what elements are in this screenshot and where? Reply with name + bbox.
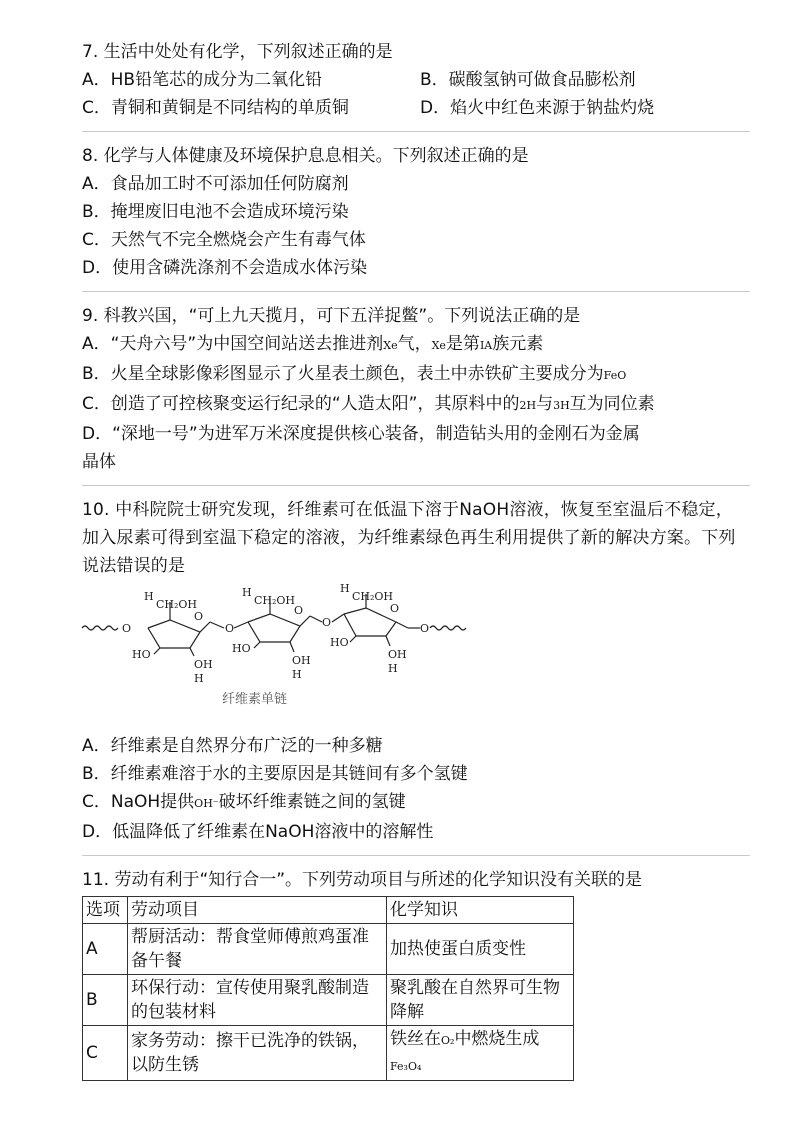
table-cell-option: A	[83, 924, 128, 975]
label-hbot-2: H	[292, 668, 302, 681]
q9-option-c[interactable]	[82, 390, 752, 420]
cellulose-structure-figure	[82, 582, 752, 720]
label-h-1: H	[144, 590, 154, 603]
q7-stem: 7. 生活中处处有化学，下列叙述正确的是	[82, 42, 393, 62]
label-ho-2: HO	[232, 642, 251, 655]
label-o-link-1: O	[225, 622, 235, 635]
formula-o2: O₂	[441, 1034, 455, 1047]
divider	[82, 291, 750, 292]
label-ring-o-3: O	[390, 602, 400, 615]
table-cell-knowledge	[387, 1026, 574, 1081]
label-h-3: H	[340, 582, 350, 595]
q8-option-b[interactable]: B．掩埋废旧电池不会造成环境污染	[82, 202, 349, 222]
divider	[82, 855, 750, 856]
q9-a-text4: 族元素	[492, 334, 544, 354]
table-cell-knowledge: 聚乳酸在自然界可生物降解	[387, 975, 574, 1026]
q7-option-c[interactable]: C．青铜和黄铜是不同结构的单质铜	[82, 98, 349, 118]
divider	[82, 131, 750, 132]
question-7	[82, 38, 752, 122]
q7-option-b[interactable]: B．碳酸氢钠可做食品膨松剂	[420, 70, 636, 90]
q9-option-a[interactable]	[82, 330, 752, 360]
q10-option-d[interactable]: D．低温降低了纤维素在NaOH溶液中的溶解性	[82, 822, 434, 842]
glucose-ring-2	[248, 614, 310, 642]
label-oh-3: OH	[388, 648, 407, 661]
q7-option-d[interactable]: D．焰火中红色来源于钠盐灼烧	[420, 98, 655, 118]
question-11	[82, 866, 752, 1081]
formula-fe3o4: Fe₃O₄	[390, 1060, 422, 1073]
q9-c-text: C．创造了可控核聚变运行纪录的“人造太阳”，其原料中的	[82, 394, 520, 414]
knowledge-text: 中燃烧生成	[454, 1029, 540, 1049]
q9-a-text: A．“天舟六号”为中国空间站送去推进剂	[82, 334, 384, 354]
q10-c-text: C．NaOH提供	[82, 792, 195, 812]
q9-c-isotope-2: 3H	[553, 399, 570, 412]
q7-option-a[interactable]: A．HB铅笔芯的成分为二氧化铅	[82, 70, 323, 90]
q9-a-text2: 气，	[397, 334, 432, 354]
table-header-cell: 选项	[83, 897, 128, 924]
q11-stem: 11. 劳动有利于“知行合一”。下列劳动项目与所述的化学知识没有关联的是	[82, 870, 643, 890]
label-o-left: O	[122, 622, 132, 635]
glucose-ring-1	[148, 620, 210, 648]
label-oh-2: OH	[292, 654, 311, 667]
q10-stem: 10. 中科院院士研究发现，纤维素可在低温下溶于NaOH溶液，恢复至室温后不稳定，加入尿素可得到室温下稳定的溶液，为纤维素绿色再生利用提供了新的解决方案。下列说法错误的是	[82, 500, 736, 576]
label-o-right: O	[420, 622, 430, 635]
q7-options-row-1	[82, 66, 752, 94]
question-9	[82, 302, 752, 476]
label-ch2oh-3: CH₂OH	[352, 590, 394, 603]
question-10	[82, 496, 752, 846]
q10-option-a[interactable]: A．纤维素是自然界分布广泛的一种多糖	[82, 736, 383, 756]
label-hbot-3: H	[388, 662, 398, 675]
q9-a-text3: 是第	[445, 334, 480, 354]
table-cell-knowledge: 加热使蛋白质变性	[387, 924, 574, 975]
q10-option-b[interactable]: B．纤维素难溶于水的主要原因是其链间有多个氢键	[82, 764, 468, 784]
q9-option-b[interactable]	[82, 360, 752, 390]
label-hbot-1: H	[194, 672, 204, 685]
table-cell-option: B	[83, 975, 128, 1026]
q10-option-c[interactable]	[82, 788, 752, 818]
label-ring-o-2: O	[294, 604, 304, 617]
q9-b-text: B．火星全球影像彩图显示了火星表土颜色，表土中赤铁矿主要成分为	[82, 364, 604, 384]
q9-stem: 9. 科教兴国，“可上九天揽月，可下五洋捉鳖”。下列说法正确的是	[82, 306, 581, 326]
table-cell-option: C	[83, 1026, 128, 1081]
q8-option-a[interactable]: A．食品加工时不可添加任何防腐剂	[82, 174, 349, 194]
table-row	[83, 924, 574, 975]
q10-c-text2: 破坏纤维素链之间的氢键	[218, 792, 406, 812]
q8-option-c[interactable]: C．天然气不完全燃烧会产生有毒气体	[82, 230, 366, 250]
label-ch2oh-1: CH₂OH	[156, 598, 198, 611]
table-header-cell: 劳动项目	[128, 897, 387, 924]
table-header-cell: 化学知识	[387, 897, 574, 924]
table-cell-item: 帮厨活动：帮食堂师傅煎鸡蛋准备午餐	[128, 924, 387, 975]
q9-c-isotope-1: 2H	[519, 399, 537, 412]
q10-c-ion: OH⁻	[194, 797, 219, 810]
label-h-2: H	[242, 586, 252, 599]
divider	[82, 485, 750, 486]
label-oh-1: OH	[194, 658, 213, 671]
table-header-row	[83, 897, 574, 924]
q8-stem: 8. 化学与人体健康及环境保护息息相关。下列叙述正确的是	[82, 146, 529, 166]
label-ch2oh-2: CH₂OH	[254, 594, 296, 607]
q9-a-xe: Xe	[383, 339, 398, 352]
q9-b-formula: FeO	[603, 369, 627, 382]
q9-option-d[interactable]	[82, 420, 752, 476]
q8-option-d[interactable]: D．使用含磷洗涤剂不会造成水体污染	[82, 258, 368, 278]
question-8	[82, 142, 752, 282]
q9-c-and: 与	[536, 394, 554, 414]
q9-a-xe2: Xe	[431, 339, 446, 352]
wavy-bond-right	[430, 626, 466, 630]
exam-page	[82, 38, 752, 1081]
q9-d-line2: 晶体	[82, 452, 116, 472]
q9-a-group: IA	[479, 339, 493, 352]
table-cell-item: 环保行动：宣传使用聚乳酸制造的包装材料	[128, 975, 387, 1026]
figure-caption: 纤维素单链	[222, 692, 288, 707]
q7-options-row-2	[82, 94, 752, 122]
q11-table	[82, 896, 574, 1081]
wavy-bond-left	[82, 626, 118, 630]
table-row	[83, 975, 574, 1026]
table-row	[83, 1026, 574, 1081]
label-o-link-2: O	[322, 616, 332, 629]
label-ho-1: HO	[132, 648, 151, 661]
label-ring-o-1: O	[194, 610, 204, 623]
knowledge-text: 铁丝在	[390, 1029, 441, 1049]
q9-d-line1: D．“深地一号”为进军万米深度提供核心装备，制造钻头用的金刚石为金属	[82, 424, 640, 444]
q9-c-text2: 互为同位素	[569, 394, 655, 414]
table-cell-item: 家务劳动：擦干已洗净的铁锅，以防生锈	[128, 1026, 387, 1081]
label-ho-3: HO	[330, 636, 349, 649]
